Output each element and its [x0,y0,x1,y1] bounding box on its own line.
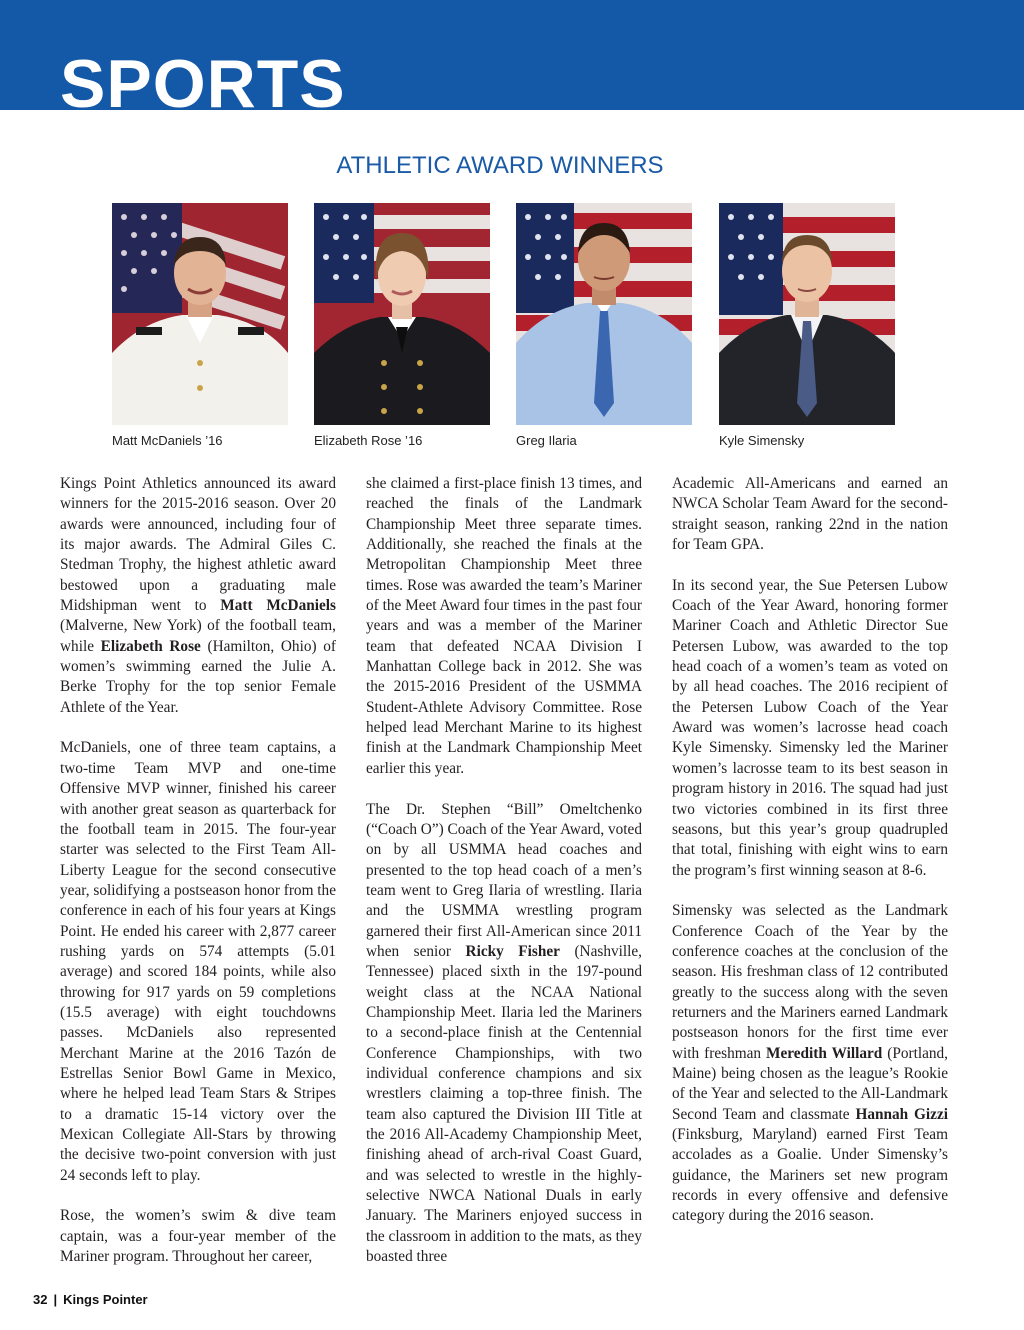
portrait-photo-simensky [719,203,895,425]
publication-name: Kings Pointer [63,1292,148,1307]
portrait-photo-rose [314,203,490,425]
page-number: 32 [33,1292,48,1307]
athlete-name: Matt McDaniels [220,597,336,615]
photo-caption: Elizabeth Rose ’16 [314,433,423,448]
article-paragraph: The Dr. Stephen “Bill” Omeltchenko (“Coach O”) Coach of the Year Award, voted on by all USMMA head coaches and presented to the top head coach of a men’s team went to Greg Ilaria of wrestling. Ilaria and the USMMA wrestling program garnered their first All-American since 2011 when senior Ricky Fisher (Nashville, Tennessee) placed sixth in the 197-pound weight class at the NCAA National Championship Meet. Ilaria led the Mariners to a second-place finish at the Centennial Conference Championships, with two individual conference champions and six wrestlers claiming a top-three finish. The team also captured the Division III Title at the 2016 All-Academy Championship Meet, finishing ahead of arch-rival Coast Guard, and was selected to wrestle in the highly-selective NWCA National Duals in early January. The Mariners enjoyed success in the classroom in addition to the mats, as they boasted three [366,800,642,1266]
section-title: SPORTS [60,46,346,110]
article-paragraph: Kings Point Athletics announced its award winners for the 2015-2016 season. Over 20 awards were announced, including four of its major awards. The Admiral Giles C. Stedman Trophy, the highest athletic award bestowed upon a graduating male Midshipman went to Matt McDaniels (Malverne, New York) of the football team, while Elizabeth Rose (Hamilton, Ohio) of women’s swimming earned the Julie A. Berke Trophy for the top senior Female Athlete of the Year. [60,475,336,716]
photo-caption: Kyle Simensky [719,433,805,448]
athlete-name: Elizabeth Rose [100,637,201,655]
page-heading [0,154,1024,178]
article-paragraph: Simensky was selected as the Landmark Conference Coach of the Year by the conference coaches at the conclusion of the season. His freshman class of 12 contributed greatly to the success along with the seven returners and the Mariners earned Landmark postseason honors for the first time ever with freshman Meredith Willard (Portland, Maine) being chosen as the league’s Rookie of the Year and selected to the All-Landmark Second Team and classmate Hannah Gizzi (Finksburg, Maryland) earned First Team accolades as a Goalie. Under Simensky’s guidance, the Mariners set new program records in every offensive and defensive category during the 2016 season. [672,902,948,1225]
photo-caption: Matt McDaniels ’16 [112,433,223,448]
portrait-image [314,203,490,425]
portrait-image [516,203,692,425]
article-column-2 [366,474,642,1288]
page-heading-text: ATHLETIC AWARD WINNERS [336,152,664,179]
article-paragraph: In its second year, the Sue Petersen Lubow Coach of the Year Award, honoring former Mariner Coach and Athletic Director Sue Petersen Lubow, was awarded to the top head coach of a women’s team as voted on by all head coaches. The 2016 recipient of the Petersen Lubow Coach of the Year Award was women’s lacrosse head coach Kyle Simensky. Simensky led the Mariner women’s lacrosse team to its best season in program history in 2016. The squad had just two victories combined in its first three seasons, but this year’s group quadrupled that total, finishing with eight wins to earn the program’s first winning season at 8-6. [672,576,948,879]
athlete-name: Meredith Willard [766,1044,883,1062]
footer-separator: | [53,1292,58,1307]
article-paragraph: McDaniels, one of three team captains, a two-time Team MVP and one-time Offensive MVP winner, finished his career with another great season as quarterback for the football team in 2015. The four-year starter was selected to the First Team All-Liberty League for the second consecutive year, solidifying a postseason honor from the conference in each of his four years at Kings Point. He ended his career with 2,877 career rushing yards on 574 attempts (5.01 average) and scored 184 points, while also throwing for 917 yards on 59 completions (15.5 average) with eight touchdowns passes. McDaniels also represented Merchant Marine at the 2016 Tazón de Estrellas Senior Bowl Game in Mexico, where he helped lead Team Stars & Stripes to a dramatic 15-14 victory over the Mexican Collegiate All-Stars by throwing the decisive two-point conversion with just 24 seconds left to play. [60,739,336,1184]
photo-caption: Greg Ilaria [516,433,577,448]
athlete-name: Ricky Fisher [465,942,560,960]
athlete-name: Hannah Gizzi [855,1105,948,1123]
article-column-3 [672,474,948,1247]
article-column-1 [60,474,336,1288]
portrait-photo-ilaria [516,203,692,425]
portrait-image [112,203,288,425]
portrait-photo-mcdaniels [112,203,288,425]
article-paragraph: Rose, the women’s swim & dive team captain, was a four-year member of the Mariner program. Throughout her career, [60,1207,336,1266]
section-banner [0,0,1024,110]
article-paragraph: Academic All-Americans and earned an NWCA Scholar Team Award for the second-straight season, ranking 22nd in the nation for Team GPA. [672,475,948,554]
portrait-image [719,203,895,425]
page-footer [33,1292,148,1308]
article-paragraph: she claimed a first-place finish 13 times, and reached the finals of the Landmark Championship Meet three separate times. Additionally, she reached the finals at the Metropolitan Championship Meet three times. Rose was awarded the team’s Mariner of the Meet Award four times in the past four years and was a member of the Mariner team that defeated NCAA Division I Manhattan College back in 2012. She was the 2015-2016 President of the USMMA Student-Athlete Advisory Committee. Rose helped lead Merchant Marine to its highest finish at the Landmark Championship Meet earlier this year. [366,475,642,777]
